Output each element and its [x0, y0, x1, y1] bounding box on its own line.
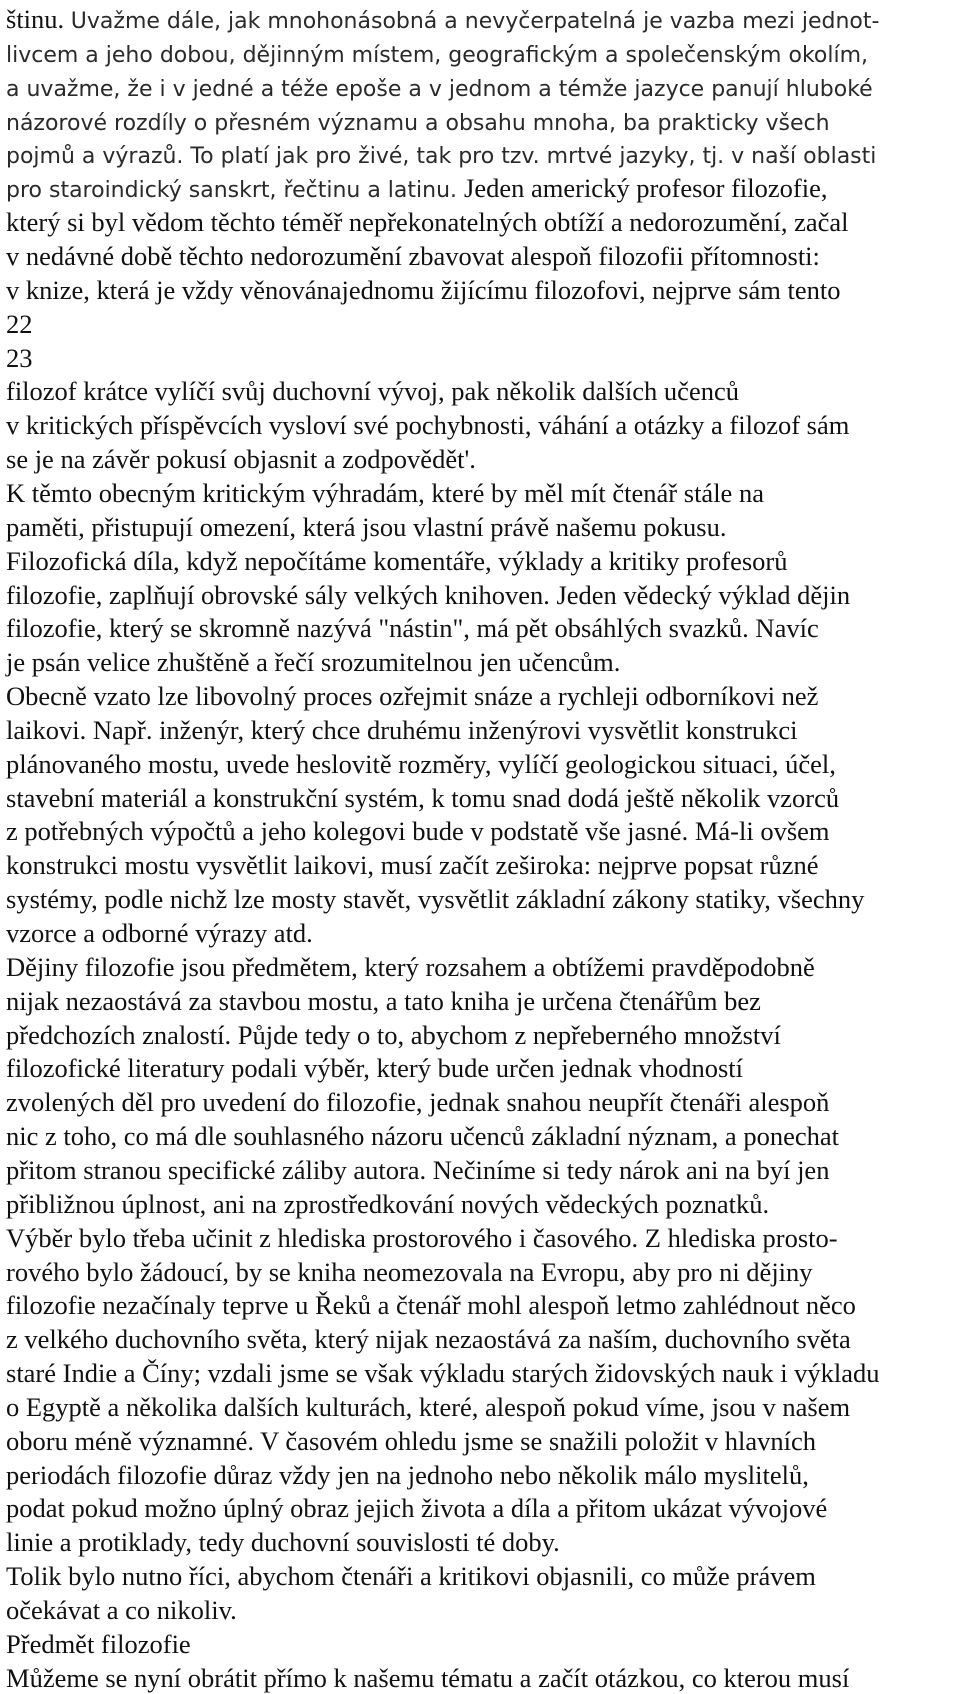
- text-run-serif: plánovaného mostu, uvede heslovitě rozměry, vylíčí geologickou situaci, účel,: [6, 748, 836, 779]
- text-line: [6, 138, 876, 173]
- text-line: [6, 849, 818, 881]
- text-line: [6, 443, 476, 475]
- text-run-serif: Dějiny filozofie jsou předmětem, který rozsahem a obtížemi pravděpodobně: [6, 951, 815, 982]
- text-run-sans: pojmů a výrazů. To platí jak pro živé, tak pro tzv. mrtvé jazyky, tj. v naší oblasti: [6, 144, 877, 170]
- text-line: [6, 1492, 827, 1524]
- text-line: [6, 1628, 191, 1660]
- text-line: [6, 1526, 560, 1558]
- text-run-serif: 23: [6, 342, 33, 373]
- text-line: [6, 1256, 813, 1288]
- text-run-serif: podat pokud možno úplný obraz jejich života a díla a přitom ukázat vývojové: [6, 1493, 828, 1524]
- text-run-serif: systémy, podle nichž lze mosty stavět, vysvětlit základní zákony statiky, všechny: [6, 884, 865, 915]
- text-line: [6, 545, 788, 577]
- text-line: [6, 375, 739, 407]
- text-line: [6, 1391, 850, 1423]
- text-line: [6, 714, 798, 746]
- text-line: [6, 1188, 769, 1220]
- text-line: [6, 477, 764, 509]
- text-line: [6, 206, 849, 238]
- text-run-serif: Jeden americký profesor filozofie,: [464, 173, 828, 204]
- text-line: [6, 782, 839, 814]
- text-run-serif: periodách filozofie důraz vždy jen na jednoho nebo několik málo myslitelů,: [6, 1459, 809, 1490]
- text-run-serif: který si byl vědom těchto téměř nepřekonatelných obtíží a nedorozumění, začal: [6, 207, 849, 238]
- text-run-serif: filozofie, zaplňují obrovské sály velkých knihoven. Jeden vědecký výklad dějin: [6, 579, 851, 610]
- text-line: [6, 1594, 237, 1626]
- text-run-serif: Předmět filozofie: [6, 1628, 191, 1659]
- text-line: [6, 1052, 743, 1084]
- text-run-serif: štinu.: [6, 4, 71, 34]
- text-line: [6, 37, 868, 72]
- text-line: [6, 274, 840, 306]
- text-run-serif: Můžeme se nyní obrátit přímo k našemu tématu a začít otázkou, co kterou musí: [6, 1662, 850, 1693]
- text-line: [6, 883, 864, 915]
- text-run-serif: linie a protiklady, tedy duchovní souvislosti té doby.: [6, 1527, 560, 1558]
- text-line: [6, 1019, 781, 1051]
- text-run-serif: filozofie nezačínaly teprve u Řeků a čtenář mohl alespoň letmo zahlédnout něco: [6, 1290, 856, 1321]
- text-run-serif: přibližnou úplnost, ani na zprostředkování nových vědeckých poznatků.: [6, 1188, 770, 1219]
- text-run-serif: nic z toho, co má dle souhlasného názoru učenců základní nýznam, a ponechat: [6, 1121, 839, 1151]
- text-run-serif: stavební materiál a konstrukční systém, k tomu snad dodá ještě několik vzorců: [6, 782, 840, 813]
- text-run-sans: a uvažme, že i v jedné a téže epoše a v jednom a témže jazyce panují hluboké: [6, 76, 873, 102]
- text-line: [6, 1425, 816, 1457]
- text-line: [6, 342, 33, 374]
- text-line: [6, 1662, 849, 1694]
- text-run-serif: Tolik bylo nutno říci, abychom čtenáři a kritikovi objasnili, co může právem: [6, 1561, 816, 1592]
- text-line: [6, 815, 830, 847]
- text-run-sans: livcem a jeho dobou, dějinným místem, geografickým a společenským okolím,: [6, 42, 869, 68]
- text-run-serif: nijak nezaostává za stavbou mostu, a tato kniha je určena čtenářům bez: [6, 985, 761, 1016]
- text-line: [6, 917, 313, 949]
- text-run-serif: v kritických příspěvcích vysloví své pochybnosti, váhání a otázky a filozof sám: [6, 410, 850, 441]
- text-run-serif: očekávat a co nikoliv.: [6, 1595, 237, 1625]
- text-run-sans: Uvažme dále, jak mnohonásobná a nevyčerpatelná je vazba mezi jednot-: [70, 9, 880, 34]
- text-run-serif: v knize, která je vždy věnovánajednomu žijícímu filozofovi, nejprve sám tento: [6, 274, 841, 305]
- text-run-serif: se je na závěr pokusí objasnit a zodpovědět'.: [6, 444, 476, 475]
- text-line: [6, 511, 727, 543]
- text-line: [6, 1459, 809, 1491]
- text-run-serif: Výběr bylo třeba učinit z hlediska prostorového i časového. Z hlediska prosto-: [6, 1222, 838, 1253]
- text-line: [6, 409, 849, 441]
- text-line: [6, 612, 819, 644]
- text-line: [6, 579, 850, 611]
- text-run-serif: předchozích znalostí. Půjde tedy o to, abychom z nepřeberného množství: [6, 1019, 781, 1050]
- text-run-serif: zvolených děl pro uvedení do filozofie, jednak snahou neupřít čtenáři alespoň: [6, 1087, 830, 1118]
- text-line: [6, 1086, 829, 1118]
- text-run-sans: názorové rozdíly o přesném významu a obsahu mnoha, ba prakticky všech: [6, 110, 830, 136]
- text-line: [6, 3, 879, 38]
- text-line: [6, 646, 620, 678]
- text-line: [6, 1154, 829, 1186]
- text-line: [6, 1120, 839, 1152]
- text-line: [6, 1560, 816, 1592]
- text-run-serif: z velkého duchovního světa, který nijak nezaostává za naším, duchovního světa: [6, 1324, 851, 1355]
- text-line: [6, 71, 873, 106]
- text-run-serif: filozofické literatury podali výběr, který bude určen jednak vhodností: [6, 1053, 744, 1084]
- text-run-serif: v nedávné době těchto nedorozumění zbavovat alespoň filozofii přítomnosti:: [6, 241, 820, 271]
- text-run-serif: 22: [6, 308, 33, 339]
- text-run-serif: oboru méně významné. V časovém ohledu jsme se snažili položit v hlavních: [6, 1425, 817, 1456]
- text-run-serif: paměti, přistupují omezení, která jsou vlastní právě našemu pokusu.: [6, 511, 727, 542]
- text-run-serif: filozof krátce vylíčí svůj duchovní vývoj, pak několik dalších učenců: [6, 376, 739, 407]
- text-run-serif: je psán velice zhuštěně a řečí srozumitelnou jen učencům.: [6, 647, 621, 678]
- text-line: [6, 172, 828, 207]
- text-run-serif: Obecně vzato lze libovolný proces ozřejmit snáze a rychleji odborníkovi než: [6, 681, 819, 711]
- text-line: [6, 1323, 851, 1355]
- text-run-serif: rového bylo žádoucí, by se kniha neomezovala na Evropu, aby pro ni dějiny: [6, 1256, 813, 1287]
- text-run-serif: z potřebných výpočtů a jeho kolegovi bude v podstatě vše jasné. Má-li ovšem: [6, 816, 830, 847]
- text-run-sans: pro staroindický sanskrt, řečtinu a latinu.: [6, 178, 465, 204]
- text-run-serif: přitom stranou specifické záliby autora. Nečiníme si tedy nárok ani na byí jen: [6, 1154, 830, 1185]
- text-run-serif: laikovi. Např. inženýr, který chce druhému inženýrovi vysvětlit konstrukci: [6, 714, 798, 745]
- text-line: [6, 240, 820, 272]
- text-line: [6, 1222, 838, 1254]
- text-line: [6, 680, 818, 712]
- text-line: [6, 308, 33, 340]
- text-run-serif: filozofie, který se skromně nazývá "nástin", má pět obsáhlých svazků. Navíc: [6, 613, 819, 644]
- text-line: [6, 951, 815, 983]
- text-run-serif: Filozofická díla, když nepočítáme komentáře, výklady a kritiky profesorů: [6, 545, 788, 576]
- text-line: [6, 1289, 856, 1321]
- text-run-serif: K těmto obecným kritickým výhradám, které by měl mít čtenář stále na: [6, 477, 764, 508]
- text-run-serif: o Egyptě a několika dalších kulturách, které, alespoň pokud víme, jsou v našem: [6, 1391, 851, 1422]
- text-line: [6, 748, 836, 780]
- text-line: [6, 1357, 880, 1389]
- text-run-serif: vzorce a odborné výrazy atd.: [6, 918, 313, 948]
- text-run-serif: konstrukci mostu vysvětlit laikovi, musí začít zeširoka: nejprve popsat různé: [6, 850, 819, 881]
- text-run-serif: staré Indie a Číny; vzdali jsme se však výkladu starých židovských nauk i výkladu: [6, 1358, 880, 1388]
- text-line: [6, 985, 761, 1017]
- text-line: [6, 105, 830, 140]
